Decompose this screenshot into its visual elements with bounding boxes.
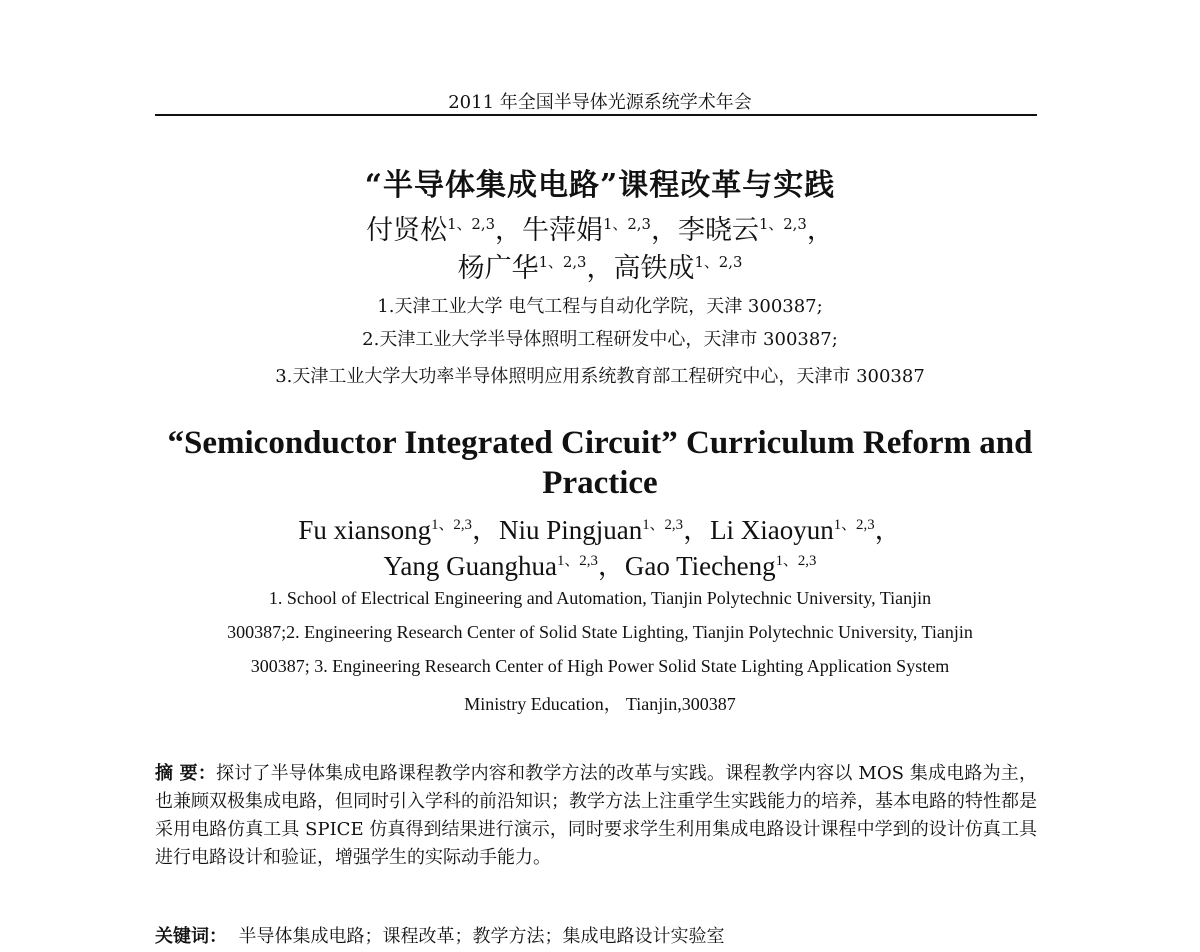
author-cn-3-affiliation: 1、2,3 (758, 215, 807, 233)
abstract-text: 探讨了半导体集成电路课程教学内容和教学方法的改革与实践。课程教学内容以 MOS 集成电路为主，也兼顾双极集成电路，但同时引入学科的前沿知识；教学方法上注重学生实践能力的培养，基本电路的特性都是采用电路仿真工具 SPICE 仿真得到结果进行演示，同时要求学生利用集成电路设计课程中学到的设计仿真工具进行电路设计和验证，增强学生的实际动手能力。 (155, 763, 1037, 868)
separator: ， (586, 253, 614, 284)
affiliation-en-1: 1. School of Electrical Engineering and Automation, Tianjin Polytechnic University, Tianjin (268, 588, 932, 608)
author-en-5-affiliation: 1、2,3 (775, 553, 817, 569)
affiliation-en-2: 300387;2. Engineering Research Center of Solid State Lighting, Tianjin Polytechnic University, Tianjin (227, 622, 973, 642)
abstract-label: 摘 要： (155, 763, 217, 784)
author-cn-1-affiliation: 1、2,3 (447, 215, 496, 233)
authors-english-line-2 (0, 544, 1200, 583)
affiliation-cn-3: 3.天津工业大学大功率半导体照明应用系统教育部工程研究中心，天津市 300387 (275, 366, 925, 387)
separator: ， (597, 551, 625, 581)
author-en-3: Li Xiaoyun (710, 515, 834, 545)
separator: ， (471, 515, 499, 545)
affiliation-cn-1: 1.天津工业大学 电气工程与自动化学院，天津 300387; (377, 296, 823, 317)
author-en-4-affiliation: 1、2,3 (557, 553, 598, 569)
keywords-text: 半导体集成电路；课程改革；教学方法；集成电路设计实验室 (238, 926, 725, 947)
author-cn-4: 杨广华 (457, 253, 539, 284)
header-rule (155, 114, 1037, 116)
affiliation-en-4: Ministry Education， Tianjin,300387 (464, 694, 736, 714)
separator: ， (874, 515, 902, 545)
author-cn-5-affiliation: 1、2,3 (694, 253, 743, 271)
separator: ， (650, 215, 678, 246)
author-en-1-affiliation: 1、2,3 (431, 517, 472, 533)
authors-chinese-line-1 (0, 208, 1200, 247)
author-en-4: Yang Guanghua (383, 551, 558, 581)
authors-english-line-1 (0, 508, 1200, 547)
separator: ， (683, 515, 711, 545)
author-en-1: Fu xiansong (298, 515, 432, 545)
affiliation-en-3: 300387; 3. Engineering Research Center of High Power Solid State Lighting Application System (250, 656, 950, 676)
affiliation-cn-2: 2.天津工业大学半导体照明工程研发中心，天津市 300387; (362, 329, 838, 350)
abstract (155, 760, 1037, 872)
keywords (155, 922, 1037, 948)
separator: ， (495, 215, 523, 246)
separator: ， (806, 215, 834, 246)
title-english-line-2: Practice (542, 465, 658, 501)
keywords-label: 关键词： (155, 926, 227, 947)
title-chinese: “半导体集成电路”课程改革与实践 (364, 168, 836, 203)
author-cn-5: 高铁成 (613, 253, 695, 284)
authors-chinese-line-2 (0, 246, 1200, 285)
author-cn-3: 李晓云 (677, 215, 759, 246)
author-cn-4-affiliation: 1、2,3 (538, 253, 587, 271)
author-cn-2: 牛萍娟 (522, 215, 604, 246)
author-cn-1: 付贤松 (366, 215, 448, 246)
author-en-2: Niu Pingjuan (498, 515, 643, 545)
author-en-3-affiliation: 1、2,3 (833, 517, 875, 533)
author-cn-2-affiliation: 1、2,3 (603, 215, 651, 233)
title-english-line-1: “Semiconductor Integrated Circuit” Curriculum Reform and (167, 425, 1033, 461)
author-en-5: Gao Tiecheng (624, 551, 776, 581)
author-en-2-affiliation: 1、2,3 (642, 517, 684, 533)
conference-header: 2011 年全国半导体光源系统学术年会 (448, 92, 752, 113)
